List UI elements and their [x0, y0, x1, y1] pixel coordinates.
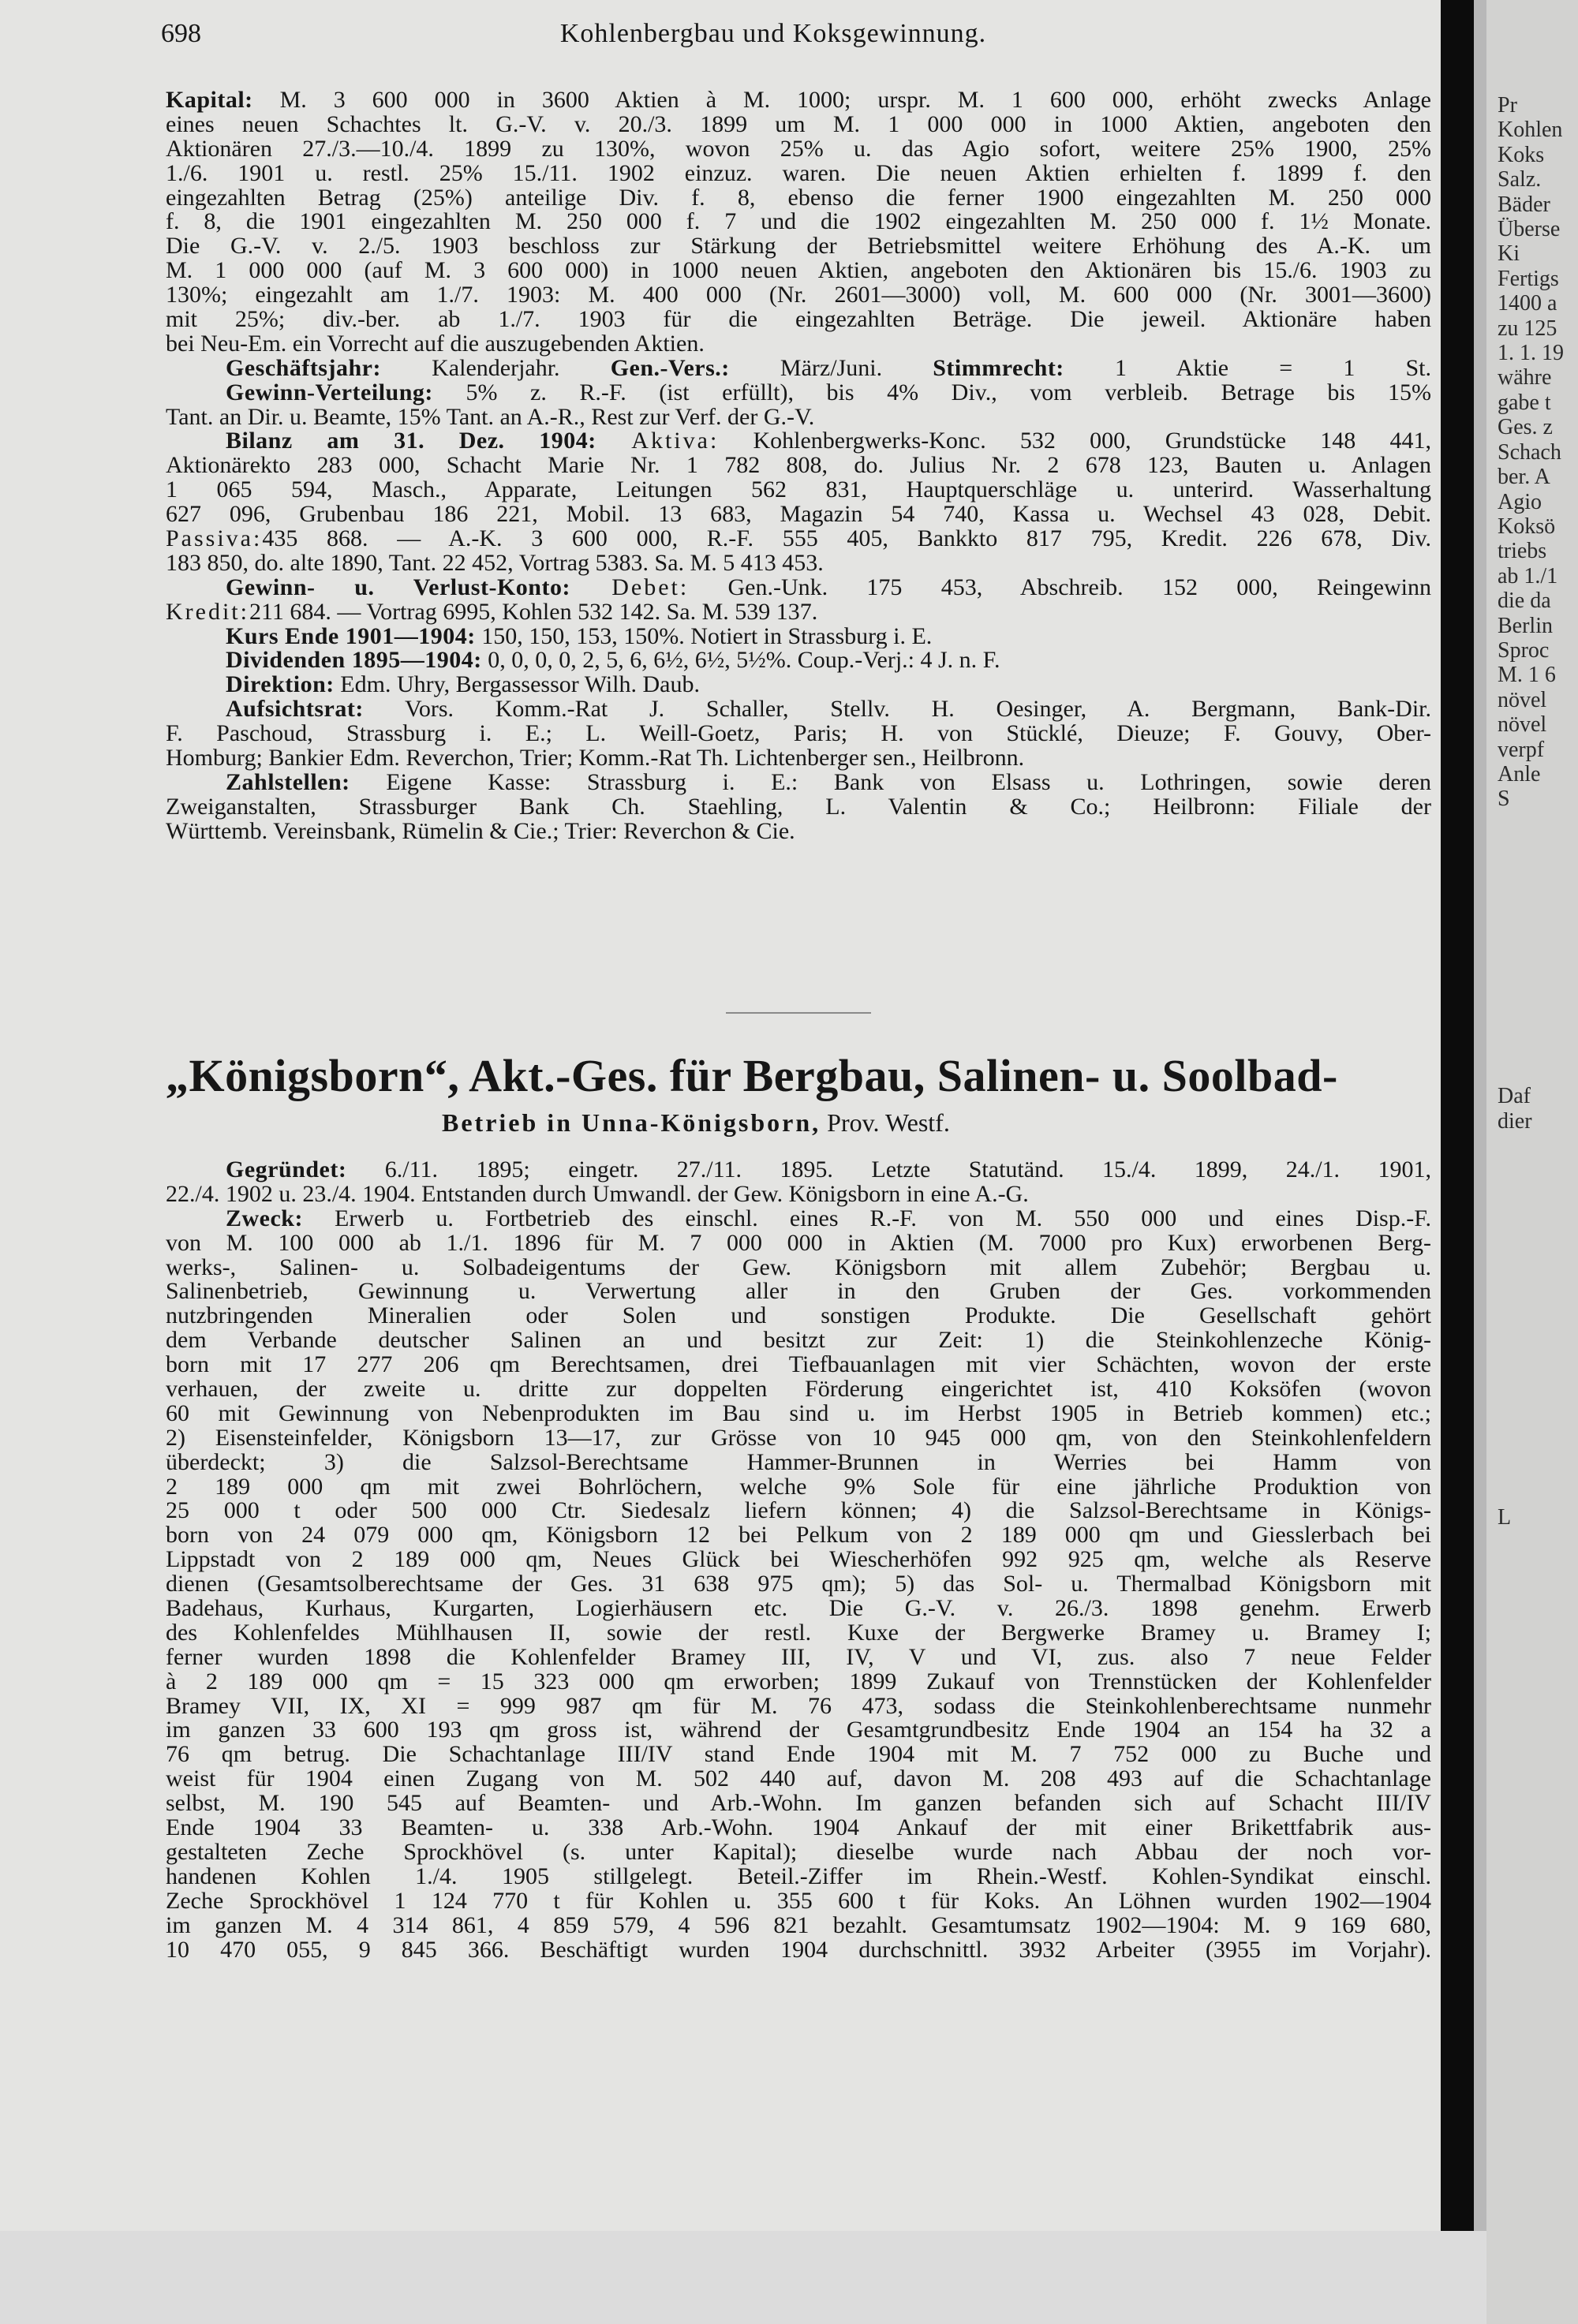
line-text: Ende 1904 33 Beamten- u. 338 Arb.-Wohn. 1904 Ankauf der mit einer Brikettfabrik aus-: [166, 1816, 1431, 1840]
field-label: Zweck:: [226, 1206, 303, 1231]
line-text: im ganzen M. 4 314 861, 4 859 579, 4 596 821 bezahlt. Gesamtumsatz 1902—1904: M. 9 169 680,: [166, 1913, 1431, 1938]
line-text: Bramey VII, IX, XI = 999 987 qm für M. 76 473, sodass die Steinkohlenberechtsame nunmehr: [166, 1694, 1431, 1719]
text-line: [166, 1353, 1431, 1377]
adjacent-page-line: Daf: [1498, 1084, 1531, 1109]
text-line: [166, 1280, 1431, 1304]
adjacent-page-line: [1486, 1332, 1578, 1356]
adjacent-page-line: [1486, 1034, 1578, 1059]
text-line: [166, 648, 1431, 673]
text-line: [166, 1914, 1431, 1938]
line-text: 5% z. R.-F. (ist erfüllt), bis 4% Div., vom verbleib. Betrage bis 15%: [432, 380, 1431, 405]
page-header: [0, 11, 1452, 50]
text-line: [166, 283, 1431, 308]
field-label: Aufsichtsrat:: [226, 697, 364, 723]
line-text: nutzbringenden Mineralien oder Solen und sonstigen Produkte. Die Gesellschaft gehört: [166, 1304, 1431, 1329]
text-line: [166, 1572, 1431, 1597]
adjacent-page-line: S: [1498, 786, 1510, 812]
text-line: [166, 503, 1431, 527]
line-text: Edm. Uhry, Bergassessor Wilh. Daub.: [334, 673, 700, 698]
line-text: à 2 189 000 qm = 15 323 000 qm erworben; 1899 Zukauf von Trennstücken der Kohlenfelder: [166, 1669, 1431, 1694]
text-line: [166, 113, 1431, 137]
running-title: Kohlenbergbau und Koksgewinnung.: [559, 19, 987, 48]
line-text: des Kohlenfeldes Mühlhausen II, sowie der restl. Kuxe der Bergwerke Bramey u. Bramey I;: [166, 1620, 1431, 1646]
adjacent-page-line: verpf: [1498, 737, 1545, 762]
adjacent-page-line: [1486, 861, 1578, 886]
adjacent-page-line: [1486, 1455, 1578, 1480]
line-text: 0, 0, 0, 0, 2, 5, 6, 6½, 6½, 5½%. Coup.-Verj.: 4 J. n. F.: [481, 648, 1000, 674]
adjacent-page-line: [1486, 836, 1578, 861]
line-text: 1./6. 1901 u. restl. 25% 15./11. 1902 einzuz. waren. Die neuen Aktien erhielten f. 1899 f. den: [166, 161, 1431, 186]
adjacent-page-line: [1486, 1579, 1578, 1604]
line-text: handenen Kohlen 1./4. 1905 stillgelegt. Beteil.-Ziffer im Rhein.-Westf. Kohlen-Syndikat einschl.: [166, 1864, 1431, 1889]
line-text: 25 000 t oder 500 000 Ctr. Siedesalz liefern können; 4) die Salzsol-Berechtsame in Königs-: [166, 1499, 1431, 1524]
line-text: born mit 17 277 206 qm Berechtsamen, drei Tiefbauanlagen mit vier Schächten, wovon der erste: [166, 1353, 1431, 1378]
text-line: [166, 1304, 1431, 1328]
text-line: [166, 1718, 1431, 1743]
adjacent-page-line: dier: [1498, 1108, 1532, 1134]
line-text: A.-K. 3 600 000, R.-F. 555 405, Bankkto 817 795, Kredit. 226 678, Div.: [421, 527, 1431, 551]
text-line: [166, 1865, 1431, 1889]
adjacent-page-line: [1486, 1158, 1578, 1183]
text-line: [166, 722, 1431, 746]
text-line: [166, 551, 1431, 576]
field-label: Direktion:: [226, 673, 335, 698]
adjacent-page-line: [1486, 812, 1578, 836]
text-line: [166, 405, 1431, 430]
adjacent-page-line: Ges. z: [1498, 415, 1553, 440]
text-line: [166, 234, 1431, 259]
text-line: [166, 820, 1431, 844]
adjacent-page-line: Kohlen: [1498, 118, 1563, 143]
field-label: Kurs Ende 1901—1904:: [226, 624, 476, 649]
line-text: Tant. an Dir. u. Beamte, 15% Tant. an A.-R., Rest zur Verf. der G.-V.: [166, 405, 815, 430]
adjacent-page-line: Schach: [1498, 439, 1561, 465]
line-text: Zweiganstalten, Strassburger Bank Ch. Staehling, L. Valentin & Co.; Heilbronn: Filiale der: [166, 794, 1431, 820]
adjacent-page-line: [1486, 910, 1578, 935]
adjacent-page-line: Koks: [1498, 142, 1545, 167]
field-label: Gen.-Vers.:: [610, 356, 730, 381]
field-label: Gegründet:: [226, 1158, 347, 1183]
text-line: [166, 795, 1431, 820]
adjacent-page-line: triebs: [1498, 539, 1547, 564]
line-text: März/Juni.: [729, 356, 933, 381]
text-line: [166, 1158, 1431, 1183]
line-text: weist für 1904 einen Zugang von M. 502 440 auf, davon M. 208 493 auf die Schachtanlage: [166, 1767, 1431, 1792]
text-line: [166, 576, 1431, 600]
adjacent-page-line: [1486, 1183, 1578, 1208]
adjacent-page-line: [1486, 1481, 1578, 1505]
adjacent-page-line: [1486, 886, 1578, 910]
adjacent-page-line: 1400 a: [1498, 291, 1557, 316]
field-label: Zahlstellen:: [226, 770, 350, 795]
text-line: [166, 1597, 1431, 1621]
text-line: [166, 1792, 1431, 1816]
adjacent-page-line: Agio: [1498, 489, 1542, 514]
line-text: M. 3 600 000 in 3600 Aktien à M. 1000; urspr. M. 1 600 000, erhöht zwecks Anlage: [252, 88, 1431, 113]
text-line: [166, 1743, 1431, 1767]
text-line: [166, 673, 1431, 697]
field-label: Kapital:: [166, 88, 253, 113]
adjacent-page-line: gabe t: [1498, 390, 1551, 415]
line-text: Gen.-Unk. 175 453, Abschreib. 152 000, Reingewinn: [689, 575, 1431, 600]
text-line: [166, 1183, 1431, 1207]
adjacent-page-line: [1486, 1257, 1578, 1282]
adjacent-page-line: [1486, 1059, 1578, 1084]
koenigsborn-section: [166, 1158, 1431, 1962]
adjacent-page-fragment: [1486, 0, 1578, 2324]
text-line: [166, 1231, 1431, 1256]
text-line: [166, 697, 1431, 722]
text-line: [166, 88, 1431, 113]
line-text: 2 189 000 qm mit zwei Bohrlöchern, welche 9% Sole für eine jährliche Produktion von: [166, 1474, 1431, 1500]
text-line: [166, 771, 1431, 795]
line-text: Zeche Sprockhövel 1 124 770 t für Kohlen u. 355 600 t für Koks. An Löhnen wurden 1902—1904: [166, 1889, 1431, 1914]
line-text: 211 684. —: [249, 600, 361, 625]
text-line: [166, 1621, 1431, 1646]
text-line: [166, 357, 1431, 381]
adjacent-page-line: [1486, 1407, 1578, 1431]
adjacent-page-line: [1486, 1555, 1578, 1579]
line-text: 10 470 055, 9 845 366. Beschäftigt wurden 1904 durchschnittl. 3932 Arbeiter (3955 im Vorjahr).: [166, 1937, 1431, 1963]
line-text: Aktionärekto 283 000, Schacht Marie Nr. 1 782 808, do. Julius Nr. 2 678 123, Bauten u. Anlagen: [166, 454, 1431, 479]
line-text: Württemb. Vereinsbank, Rümelin & Cie.; Trier: Reverchon & Cie.: [166, 819, 795, 844]
line-text: von M. 100 000 ab 1./1. 1896 für M. 7 000 000 in Aktien (M. 7000 pro Kux) erworbenen Berg-: [166, 1231, 1431, 1256]
line-text: 1 065 594, Masch., Apparate, Leitungen 562 831, Hauptquerschläge u. unterird. Wasserhaltung: [166, 478, 1431, 503]
text-line: [166, 625, 1431, 649]
company-title: „Königsborn“, Akt.-Ges. für Bergbau, Salinen- u. Soolbad-: [166, 1050, 1338, 1101]
adjacent-page-line: [1486, 1357, 1578, 1381]
line-text: eines neuen Schachtes lt. G.-V. v. 20./3. 1899 um M. 1 000 000 in 1000 Aktien, angeboten den: [166, 112, 1431, 137]
adjacent-page-line: [1486, 1134, 1578, 1158]
adjacent-page-line: növel: [1498, 712, 1547, 738]
adjacent-page-line: Sproc: [1498, 637, 1550, 663]
adjacent-page-line: [1486, 1307, 1578, 1332]
field-label: Gewinn-Verteilung:: [226, 380, 433, 405]
text-line: [166, 1840, 1431, 1865]
line-text: 130%; eingezahlt am 1./7. 1903: M. 400 000 (Nr. 2601—3000) voll, M. 600 000 (Nr. 3001—3600): [166, 283, 1431, 308]
adjacent-page-line: Bäder: [1498, 192, 1550, 217]
spaced-label: Debet:: [570, 575, 690, 600]
company-subtitle-province: Prov. Westf.: [821, 1108, 950, 1137]
spaced-label: Passiva:: [166, 527, 263, 551]
adjacent-page-line: währe: [1498, 365, 1552, 390]
line-text: verhauen, der zweite u. dritte zur doppelten Förderung eingerichtet ist, 410 Koksöfen (wovon: [166, 1377, 1431, 1402]
line-text: 183 850, do. alte 1890, Tant. 22 452, Vortrag 5383. Sa. M. 5 413 453.: [166, 551, 824, 576]
line-text: Homburg; Bankier Edm. Reverchon, Trier; Komm.-Rat Th. Lichtenberger sen., Heilbronn.: [166, 746, 1025, 771]
text-line: [166, 1816, 1431, 1840]
text-line: [166, 259, 1431, 283]
line-text: dienen (Gesamtsolberechtsame der Ges. 31 638 975 qm); 5) das Sol- u. Thermalbad Königsborn mit: [166, 1572, 1431, 1597]
adjacent-page-line: Berlin: [1498, 613, 1553, 638]
line-text: M. 1 000 000 (auf M. 3 600 000) in 1000 neuen Aktien, angeboten den Aktionären bis 15./6. 1903 zu: [166, 259, 1431, 284]
field-label: Bilanz am 31. Dez. 1904:: [226, 429, 596, 454]
binding-gutter: [1441, 0, 1474, 2231]
line-text: bei Neu-Em. ein Vorrecht auf die auszugebenden Aktien.: [166, 331, 705, 357]
line-text: im ganzen 33 600 193 qm gross ist, während der Gesamtgrundbesitz Ende 1904 an 154 ha 32 a: [166, 1718, 1431, 1743]
text-line: [166, 746, 1431, 771]
line-text: 22./4. 1902 u. 23./4. 1904. Entstanden durch Umwandl. der Gew. Königsborn in eine A.-G.: [166, 1182, 1029, 1207]
page-number: 698: [161, 19, 201, 48]
text-line: [166, 429, 1431, 454]
text-line: [166, 1207, 1431, 1231]
line-text: 435 868. —: [262, 527, 421, 551]
adjacent-page-line: ab 1./1: [1498, 563, 1558, 588]
text-line: [166, 332, 1431, 357]
line-text: Erwerb u. Fortbetrieb des einschl. eines R.-F. von M. 550 000 und eines Disp.-F.: [302, 1206, 1431, 1231]
adjacent-page-line: [1486, 1381, 1578, 1406]
text-line: [166, 308, 1431, 332]
line-text: Aktionären 27./3.—10./4. 1899 zu 130%, wovon 25% u. das Agio sofort, weitere 25% 1900, 25%: [166, 136, 1431, 162]
adjacent-page-line: [1486, 1431, 1578, 1455]
line-text: eingezahlten Betrag (25%) anteilige Div. f. 8, ebenso die ferner 1900 eingezahlten M. 250 000: [166, 185, 1431, 211]
spaced-label: Kredit:: [166, 600, 249, 625]
text-line: [166, 1767, 1431, 1792]
line-text: mit 25%; div.-ber. ab 1./7. 1903 für die eingezahlten Beträge. Die jeweil. Aktionäre haben: [166, 308, 1431, 332]
binding-gutter-edge: [1474, 0, 1486, 2231]
adjacent-page-line: Salz.: [1498, 167, 1542, 192]
text-line: [166, 1377, 1431, 1402]
line-text: ferner wurden 1898 die Kohlenfelder Bramey III, IV, V und VI, zus. also 7 neue Felder: [166, 1645, 1431, 1670]
adjacent-page-line: zu 125: [1498, 316, 1557, 341]
line-text: Lippstadt von 2 189 000 qm, Neues Glück bei Wiescherhöfen 992 925 qm, welche als Reserve: [166, 1548, 1431, 1573]
text-line: [166, 1548, 1431, 1572]
line-text: Badehaus, Kurhaus, Kurgarten, Logierhäusern etc. Die G.-V. v. 26./3. 1898 genehm. Erwerb: [166, 1597, 1431, 1621]
line-text: f. 8, die 1901 eingezahlten M. 250 000 f. 7 und die 1902 eingezahlten M. 250 000 f. 1½ Monate.: [166, 210, 1431, 235]
field-label: Dividenden 1895—1904:: [226, 648, 482, 674]
company-subtitle-location: Betrieb in Unna-Königsborn,: [442, 1108, 821, 1137]
adjacent-page-line: Ki: [1498, 241, 1520, 267]
text-line: [166, 1523, 1431, 1548]
text-line: [166, 1499, 1431, 1523]
text-line: [166, 1670, 1431, 1694]
line-text: werks-, Salinen- u. Solbadeigentums der Gew. Königsborn mit allem Zubehör; Bergbau u.: [166, 1255, 1431, 1280]
line-text: 60 mit Gewinnung von Nebenprodukten im Bau sind u. im Herbst 1905 in Betrieb kommen) etc.;: [166, 1401, 1431, 1426]
line-text: 1 Aktie = 1 St.: [1064, 356, 1431, 381]
text-line: [166, 162, 1431, 186]
line-text: 76 qm betrug. Die Schachtanlage III/IV stand Ende 1904 mit M. 7 752 000 zu Buche und: [166, 1743, 1431, 1768]
text-line: [166, 1426, 1431, 1451]
spaced-label: Aktiva:: [596, 429, 720, 454]
line-text: überdeckt; 3) die Salzsol-Berechtsame Hammer-Brunnen in Werries bei Hamm von: [166, 1450, 1431, 1475]
text-line: [166, 1646, 1431, 1670]
text-line: [166, 210, 1431, 234]
adjacent-page-line: [1486, 1010, 1578, 1034]
adjacent-page-line: [1486, 1283, 1578, 1307]
line-text: Vors. Komm.-Rat J. Schaller, Stellv. H. Oesinger, A. Bergmann, Bank-Dir.: [363, 697, 1431, 723]
line-text: gestalteten Zeche Sprockhövel (s. unter Kapital); dieselbe wurde nach Abbau der noch vor-: [166, 1840, 1431, 1865]
text-line: [166, 527, 1431, 551]
adjacent-page-line: növel: [1498, 687, 1547, 712]
adjacent-page-line: [1486, 1208, 1578, 1232]
text-line: [166, 1451, 1431, 1475]
line-text: selbst, M. 190 545 auf Beamten- und Arb.-Wohn. Im ganzen befanden sich auf Schacht III/IV: [166, 1792, 1431, 1817]
field-label: Gewinn- u. Verlust-Konto:: [226, 575, 570, 600]
text-line: [166, 1402, 1431, 1426]
text-line: [166, 600, 1431, 625]
text-line: [166, 1938, 1431, 1963]
line-text: Die G.-V. v. 2./5. 1903 beschloss zur Stärkung der Betriebsmittel weitere Erhöhung des A.-K. um: [166, 234, 1431, 260]
text-line: [166, 454, 1431, 478]
text-line: [166, 1694, 1431, 1719]
adjacent-page-line: [1486, 936, 1578, 960]
adjacent-page-line: Überse: [1498, 217, 1561, 242]
text-line: [166, 478, 1431, 503]
line-text: Salinenbetrieb, Gewinnung u. Verwertung aller in den Gruben der Ges. vorkommenden: [166, 1280, 1431, 1305]
adjacent-page-line: Koksö: [1498, 514, 1556, 539]
line-text: Vortrag 6995, Kohlen 532 142. Sa. M. 539 137.: [361, 600, 818, 625]
company-subtitle: [442, 1108, 950, 1137]
adjacent-page-line: Fertigs: [1498, 266, 1559, 291]
text-line: [166, 381, 1431, 405]
adjacent-page-line: die da: [1498, 588, 1551, 614]
text-line: [166, 137, 1431, 162]
line-text: dem Verbande deutscher Salinen an und besitzt zur Zeit: 1) die Steinkohlenzeche König-: [166, 1328, 1431, 1354]
line-text: Kalenderjahr.: [380, 356, 611, 381]
adjacent-page-line: [1486, 960, 1578, 985]
line-text: Kohlenbergwerks-Konc. 532 000, Grundstücke 148 441,: [719, 429, 1431, 454]
field-label: Stimmrecht:: [933, 356, 1064, 381]
adjacent-page-line: L: [1498, 1505, 1512, 1530]
adjacent-page-line: [1486, 1605, 1578, 1629]
adjacent-page-line: M. 1 6: [1498, 663, 1556, 688]
line-text: born von 24 079 000 qm, Königsborn 12 bei Pelkum von 2 189 000 qm und Giesslerbach bei: [166, 1523, 1431, 1549]
line-text: 6./11. 1895; eingetr. 27./11. 1895. Letzte Statutänd. 15./4. 1899, 24./1. 1901,: [346, 1158, 1431, 1183]
line-text: Eigene Kasse: Strassburg i. E.: Bank von Elsass u. Lothringen, sowie deren: [350, 770, 1431, 795]
adjacent-page-line: ber. A: [1498, 465, 1550, 490]
line-text: F. Paschoud, Strassburg i. E.; L. Weill-Goetz, Paris; H. von Stücklé, Dieuze; F. Gouvy, Ober-: [166, 722, 1431, 747]
text-line: [166, 1889, 1431, 1914]
text-line: [166, 1256, 1431, 1280]
section-divider: [726, 1012, 871, 1014]
line-text: 627 096, Grubenbau 186 221, Mobil. 13 683, Magazin 54 740, Kassa u. Wechsel 43 028, Debit.: [166, 503, 1431, 528]
text-line: [166, 1475, 1431, 1500]
adjacent-page-line: Anle: [1498, 761, 1541, 786]
adjacent-page-line: [1486, 985, 1578, 1010]
adjacent-page-line: [1486, 1530, 1578, 1555]
line-text: 150, 150, 153, 150%. Notiert in Strassburg i. E.: [475, 624, 933, 649]
text-line: [166, 186, 1431, 211]
adjacent-page-line: Pr: [1498, 93, 1517, 118]
kapital-section: [166, 88, 1431, 844]
adjacent-page-line: [1486, 1233, 1578, 1257]
adjacent-page-line: 1. 1. 19: [1498, 341, 1564, 366]
field-label: Geschäftsjahr:: [226, 356, 381, 381]
line-text: 2) Eisensteinfelder, Königsborn 13—17, zur Grösse von 10 945 000 qm, von den Steinkohlenfeldern: [166, 1425, 1431, 1451]
text-line: [166, 1328, 1431, 1353]
